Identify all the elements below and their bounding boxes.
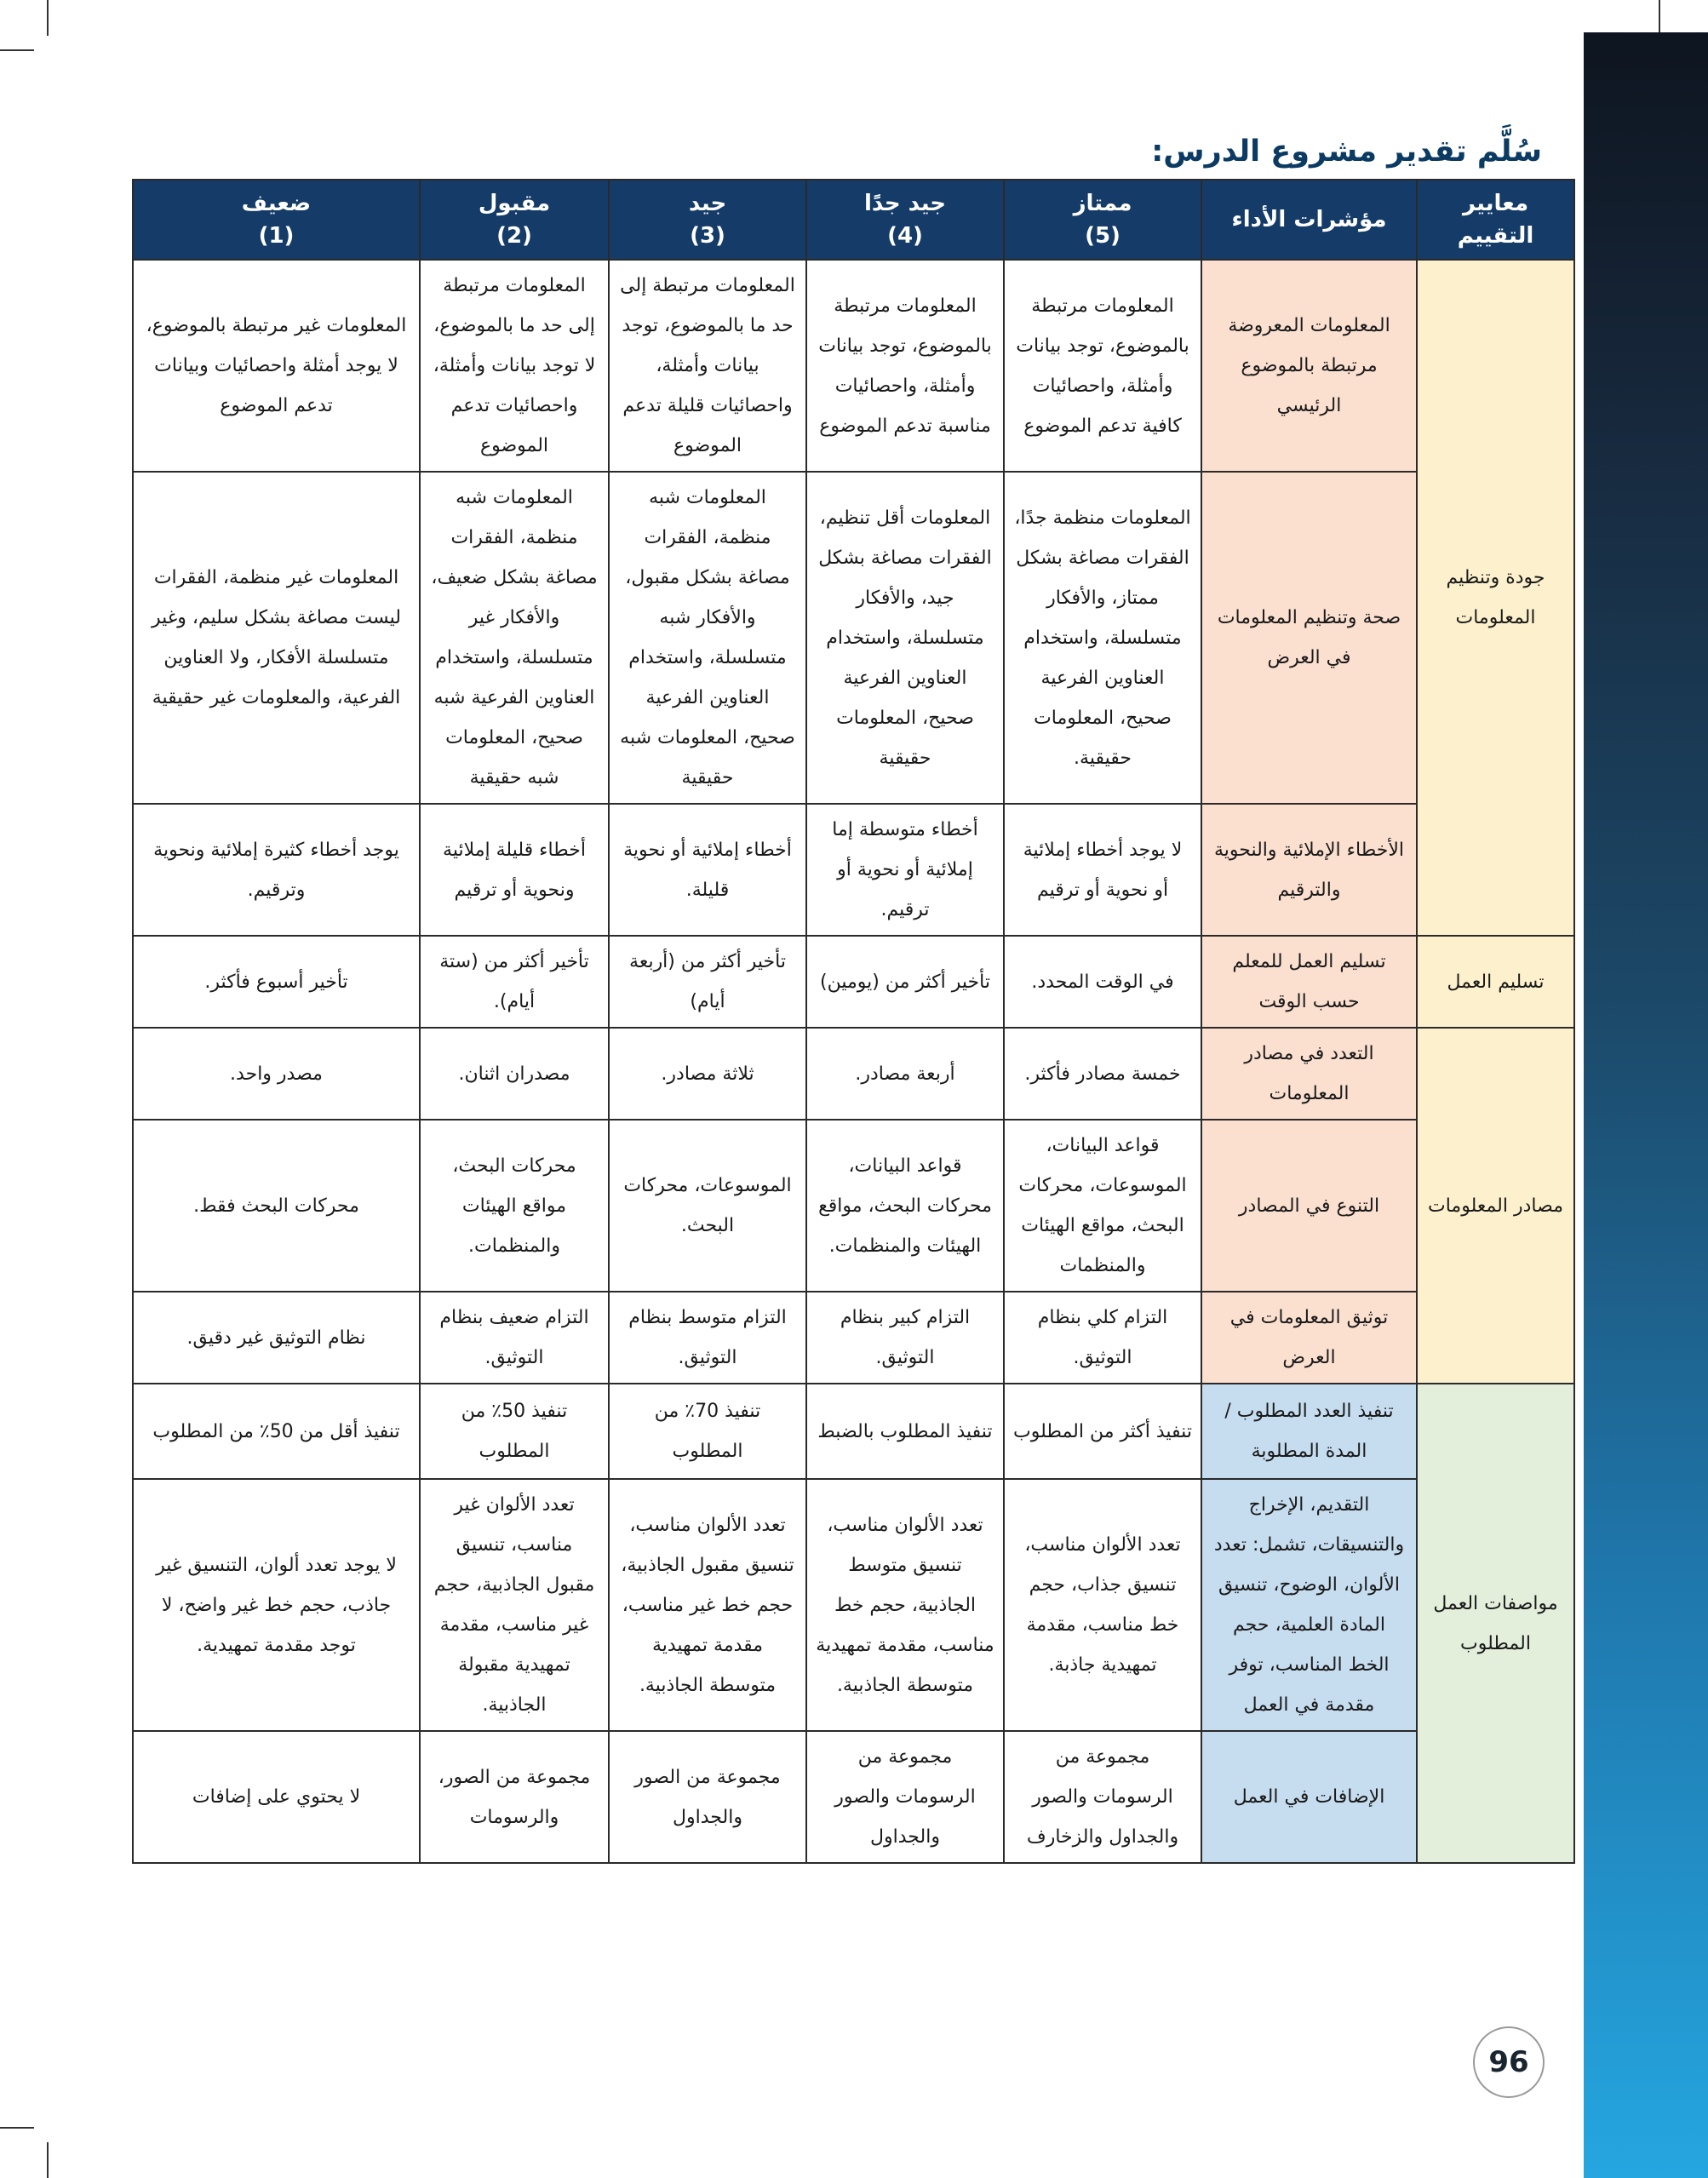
header-good: جيد (3) bbox=[609, 180, 806, 260]
level-cell: مصدران اثنان. bbox=[420, 1028, 609, 1120]
header-row bbox=[133, 180, 1574, 260]
table-row bbox=[133, 804, 1574, 936]
level-cell: لا يوجد أخطاء إملائية أو نحوية أو ترقيم bbox=[1004, 804, 1201, 936]
level-cell: التزام ضعيف بنظام التوثيق. bbox=[420, 1292, 609, 1384]
criterion-information-sources: مصادر المعلومات bbox=[1417, 1028, 1574, 1384]
level-cell: محركات البحث، مواقع الهيئات والمنظمات. bbox=[420, 1120, 609, 1292]
level-cell: التزام متوسط بنظام التوثيق. bbox=[609, 1292, 806, 1384]
level-cell: تعدد الألوان مناسب، تنسيق متوسط الجاذبية، حجم خط مناسب، مقدمة تمهيدية متوسطة الجاذبية. bbox=[806, 1479, 1004, 1731]
indicator-cell: التنوع في المصادر bbox=[1201, 1120, 1417, 1292]
crop-mark bbox=[47, 2142, 49, 2178]
indicator-cell: التقديم، الإخراج والتنسيقات، تشمل: تعدد الألوان، الوضوح، تنسيق المادة العلمية، حجم الخط المناسب، توفر مقدمة في العمل bbox=[1201, 1479, 1417, 1731]
level-cell: تعدد الألوان غير مناسب، تنسيق مقبول الجاذبية، حجم غير مناسب، مقدمة تمهيدية مقبولة الجاذبية. bbox=[420, 1479, 609, 1731]
level-cell: خمسة مصادر فأكثر. bbox=[1004, 1028, 1201, 1120]
level-cell: في الوقت المحدد. bbox=[1004, 936, 1201, 1028]
level-cell: التزام كبير بنظام التوثيق. bbox=[806, 1292, 1004, 1384]
level-cell: لا يوجد تعدد ألوان، التنسيق غير جاذب، حجم خط غير واضح، لا توجد مقدمة تمهيدية. bbox=[133, 1479, 420, 1731]
level-cell: تأخير أسبوع فأكثر. bbox=[133, 936, 420, 1028]
level-cell: أخطاء إملائية أو نحوية قليلة. bbox=[609, 804, 806, 936]
level-cell: المعلومات غير منظمة، الفقرات ليست مصاغة بشكل سليم، وغير متسلسلة الأفكار، ولا العناوين الفرعية، والمعلومات غير حقيقية bbox=[133, 472, 420, 804]
level-cell: تنفيذ 50٪ من المطلوب bbox=[420, 1384, 609, 1479]
level-cell: تعدد الألوان مناسب، تنسيق مقبول الجاذبية، حجم خط غير مناسب، مقدمة تمهيدية متوسطة الجاذبية. bbox=[609, 1479, 806, 1731]
page-number: 96 bbox=[1473, 2026, 1545, 2098]
crop-mark bbox=[1659, 0, 1660, 36]
level-cell: التزام كلي بنظام التوثيق. bbox=[1004, 1292, 1201, 1384]
header-very-good: جيد جدًا (4) bbox=[806, 180, 1004, 260]
table-row bbox=[133, 260, 1574, 472]
decorative-side-bar bbox=[1584, 32, 1708, 2178]
table-row bbox=[133, 1479, 1574, 1731]
level-cell: تنفيذ أكثر من المطلوب bbox=[1004, 1384, 1201, 1479]
level-cell: أربعة مصادر. bbox=[806, 1028, 1004, 1120]
level-cell: قواعد البيانات، الموسوعات، محركات البحث، مواقع الهيئات والمنظمات bbox=[1004, 1120, 1201, 1292]
table-row bbox=[133, 472, 1574, 804]
level-cell: المعلومات غير مرتبطة بالموضوع، لا يوجد أمثلة واحصائيات وبيانات تدعم الموضوع bbox=[133, 260, 420, 472]
level-cell: تعدد الألوان مناسب، تنسيق جذاب، حجم خط مناسب، مقدمة تمهيدية جاذبة. bbox=[1004, 1479, 1201, 1731]
indicator-cell: الإضافات في العمل bbox=[1201, 1731, 1417, 1863]
table-row bbox=[133, 1028, 1574, 1120]
level-cell: تأخير أكثر من (ستة أيام). bbox=[420, 936, 609, 1028]
header-criteria: معايير التقييم bbox=[1417, 180, 1574, 260]
header-indicators: مؤشرات الأداء bbox=[1201, 180, 1417, 260]
level-cell: مجموعة من الصور والجداول bbox=[609, 1731, 806, 1863]
indicator-cell: الأخطاء الإملائية والنحوية والترقيم bbox=[1201, 804, 1417, 936]
level-cell: لا يحتوي على إضافات bbox=[133, 1731, 420, 1863]
level-cell: مجموعة من الرسومات والصور والجداول bbox=[806, 1731, 1004, 1863]
level-cell: ثلاثة مصادر. bbox=[609, 1028, 806, 1120]
level-cell: تنفيذ المطلوب بالضبط bbox=[806, 1384, 1004, 1479]
indicator-cell: التعدد في مصادر المعلومات bbox=[1201, 1028, 1417, 1120]
indicator-cell: تنفيذ العدد المطلوب / المدة المطلوبة bbox=[1201, 1384, 1417, 1479]
level-cell: نظام التوثيق غير دقيق. bbox=[133, 1292, 420, 1384]
level-cell: مصدر واحد. bbox=[133, 1028, 420, 1120]
criterion-work-delivery: تسليم العمل bbox=[1417, 936, 1574, 1028]
table-row bbox=[133, 1731, 1574, 1863]
level-cell: تأخير أكثر من (يومين) bbox=[806, 936, 1004, 1028]
criterion-information-quality: جودة وتنظيم المعلومات bbox=[1417, 260, 1574, 936]
level-cell: المعلومات منظمة جدًا، الفقرات مصاغة بشكل ممتاز، والأفكار متسلسلة، واستخدام العناوين الفرعية صحيح، المعلومات حقيقية. bbox=[1004, 472, 1201, 804]
level-cell: المعلومات مرتبطة بالموضوع، توجد بيانات وأمثلة، واحصائيات مناسبة تدعم الموضوع bbox=[806, 260, 1004, 472]
rubric-table bbox=[132, 179, 1575, 1864]
crop-mark bbox=[0, 49, 34, 51]
header-acceptable: مقبول (2) bbox=[420, 180, 609, 260]
level-cell: قواعد البيانات، محركات البحث، مواقع الهيئات والمنظمات. bbox=[806, 1120, 1004, 1292]
criterion-work-specifications: مواصفات العمل المطلوب bbox=[1417, 1384, 1574, 1863]
table-row bbox=[133, 1384, 1574, 1479]
level-cell: تأخير أكثر من (أربعة أيام) bbox=[609, 936, 806, 1028]
page-title: سُلَّم تقدير مشروع الدرس: bbox=[1151, 135, 1542, 169]
level-cell: المعلومات مرتبطة بالموضوع، توجد بيانات وأمثلة، واحصائيات كافية تدعم الموضوع bbox=[1004, 260, 1201, 472]
level-cell: مجموعة من الرسومات والصور والجداول والزخارف bbox=[1004, 1731, 1201, 1863]
level-cell: تنفيذ 70٪ من المطلوب bbox=[609, 1384, 806, 1479]
table-row bbox=[133, 936, 1574, 1028]
level-cell: المعلومات أقل تنظيم، الفقرات مصاغة بشكل جيد، والأفكار متسلسلة، واستخدام العناوين الفرعية صحيح، المعلومات حقيقية bbox=[806, 472, 1004, 804]
level-cell: المعلومات مرتبطة إلى حد ما بالموضوع، لا توجد بيانات وأمثلة، واحصائيات تدعم الموضوع bbox=[420, 260, 609, 472]
level-cell: المعلومات مرتبطة إلى حد ما بالموضوع، توجد بيانات وأمثلة، واحصائيات قليلة تدعم الموضوع bbox=[609, 260, 806, 472]
level-cell: أخطاء قليلة إملائية ونحوية أو ترقيم bbox=[420, 804, 609, 936]
crop-mark bbox=[47, 0, 49, 36]
level-cell: تنفيذ أقل من 50٪ من المطلوب bbox=[133, 1384, 420, 1479]
indicator-cell: تسليم العمل للمعلم حسب الوقت bbox=[1201, 936, 1417, 1028]
level-cell: مجموعة من الصور، والرسومات bbox=[420, 1731, 609, 1863]
table-row bbox=[133, 1292, 1574, 1384]
header-weak: ضعيف (1) bbox=[133, 180, 420, 260]
level-cell: الموسوعات، محركات البحث. bbox=[609, 1120, 806, 1292]
level-cell: يوجد أخطاء كثيرة إملائية ونحوية وترقيم. bbox=[133, 804, 420, 936]
indicator-cell: المعلومات المعروضة مرتبطة بالموضوع الرئيسي bbox=[1201, 260, 1417, 472]
crop-mark bbox=[0, 2127, 34, 2129]
level-cell: أخطاء متوسطة إما إملائية أو نحوية أو ترقيم. bbox=[806, 804, 1004, 936]
level-cell: المعلومات شبه منظمة، الفقرات مصاغة بشكل ضعيف، والأفكار غير متسلسلة، واستخدام العناوين الفرعية شبه صحيح، المعلومات شبه حقيقية bbox=[420, 472, 609, 804]
table-row bbox=[133, 1120, 1574, 1292]
indicator-cell: صحة وتنظيم المعلومات في العرض bbox=[1201, 472, 1417, 804]
header-excellent: ممتاز (5) bbox=[1004, 180, 1201, 260]
level-cell: المعلومات شبه منظمة، الفقرات مصاغة بشكل مقبول، والأفكار شبه متسلسلة، واستخدام العناوين الفرعية صحيح، المعلومات شبه حقيقية bbox=[609, 472, 806, 804]
indicator-cell: توثيق المعلومات في العرض bbox=[1201, 1292, 1417, 1384]
level-cell: محركات البحث فقط. bbox=[133, 1120, 420, 1292]
